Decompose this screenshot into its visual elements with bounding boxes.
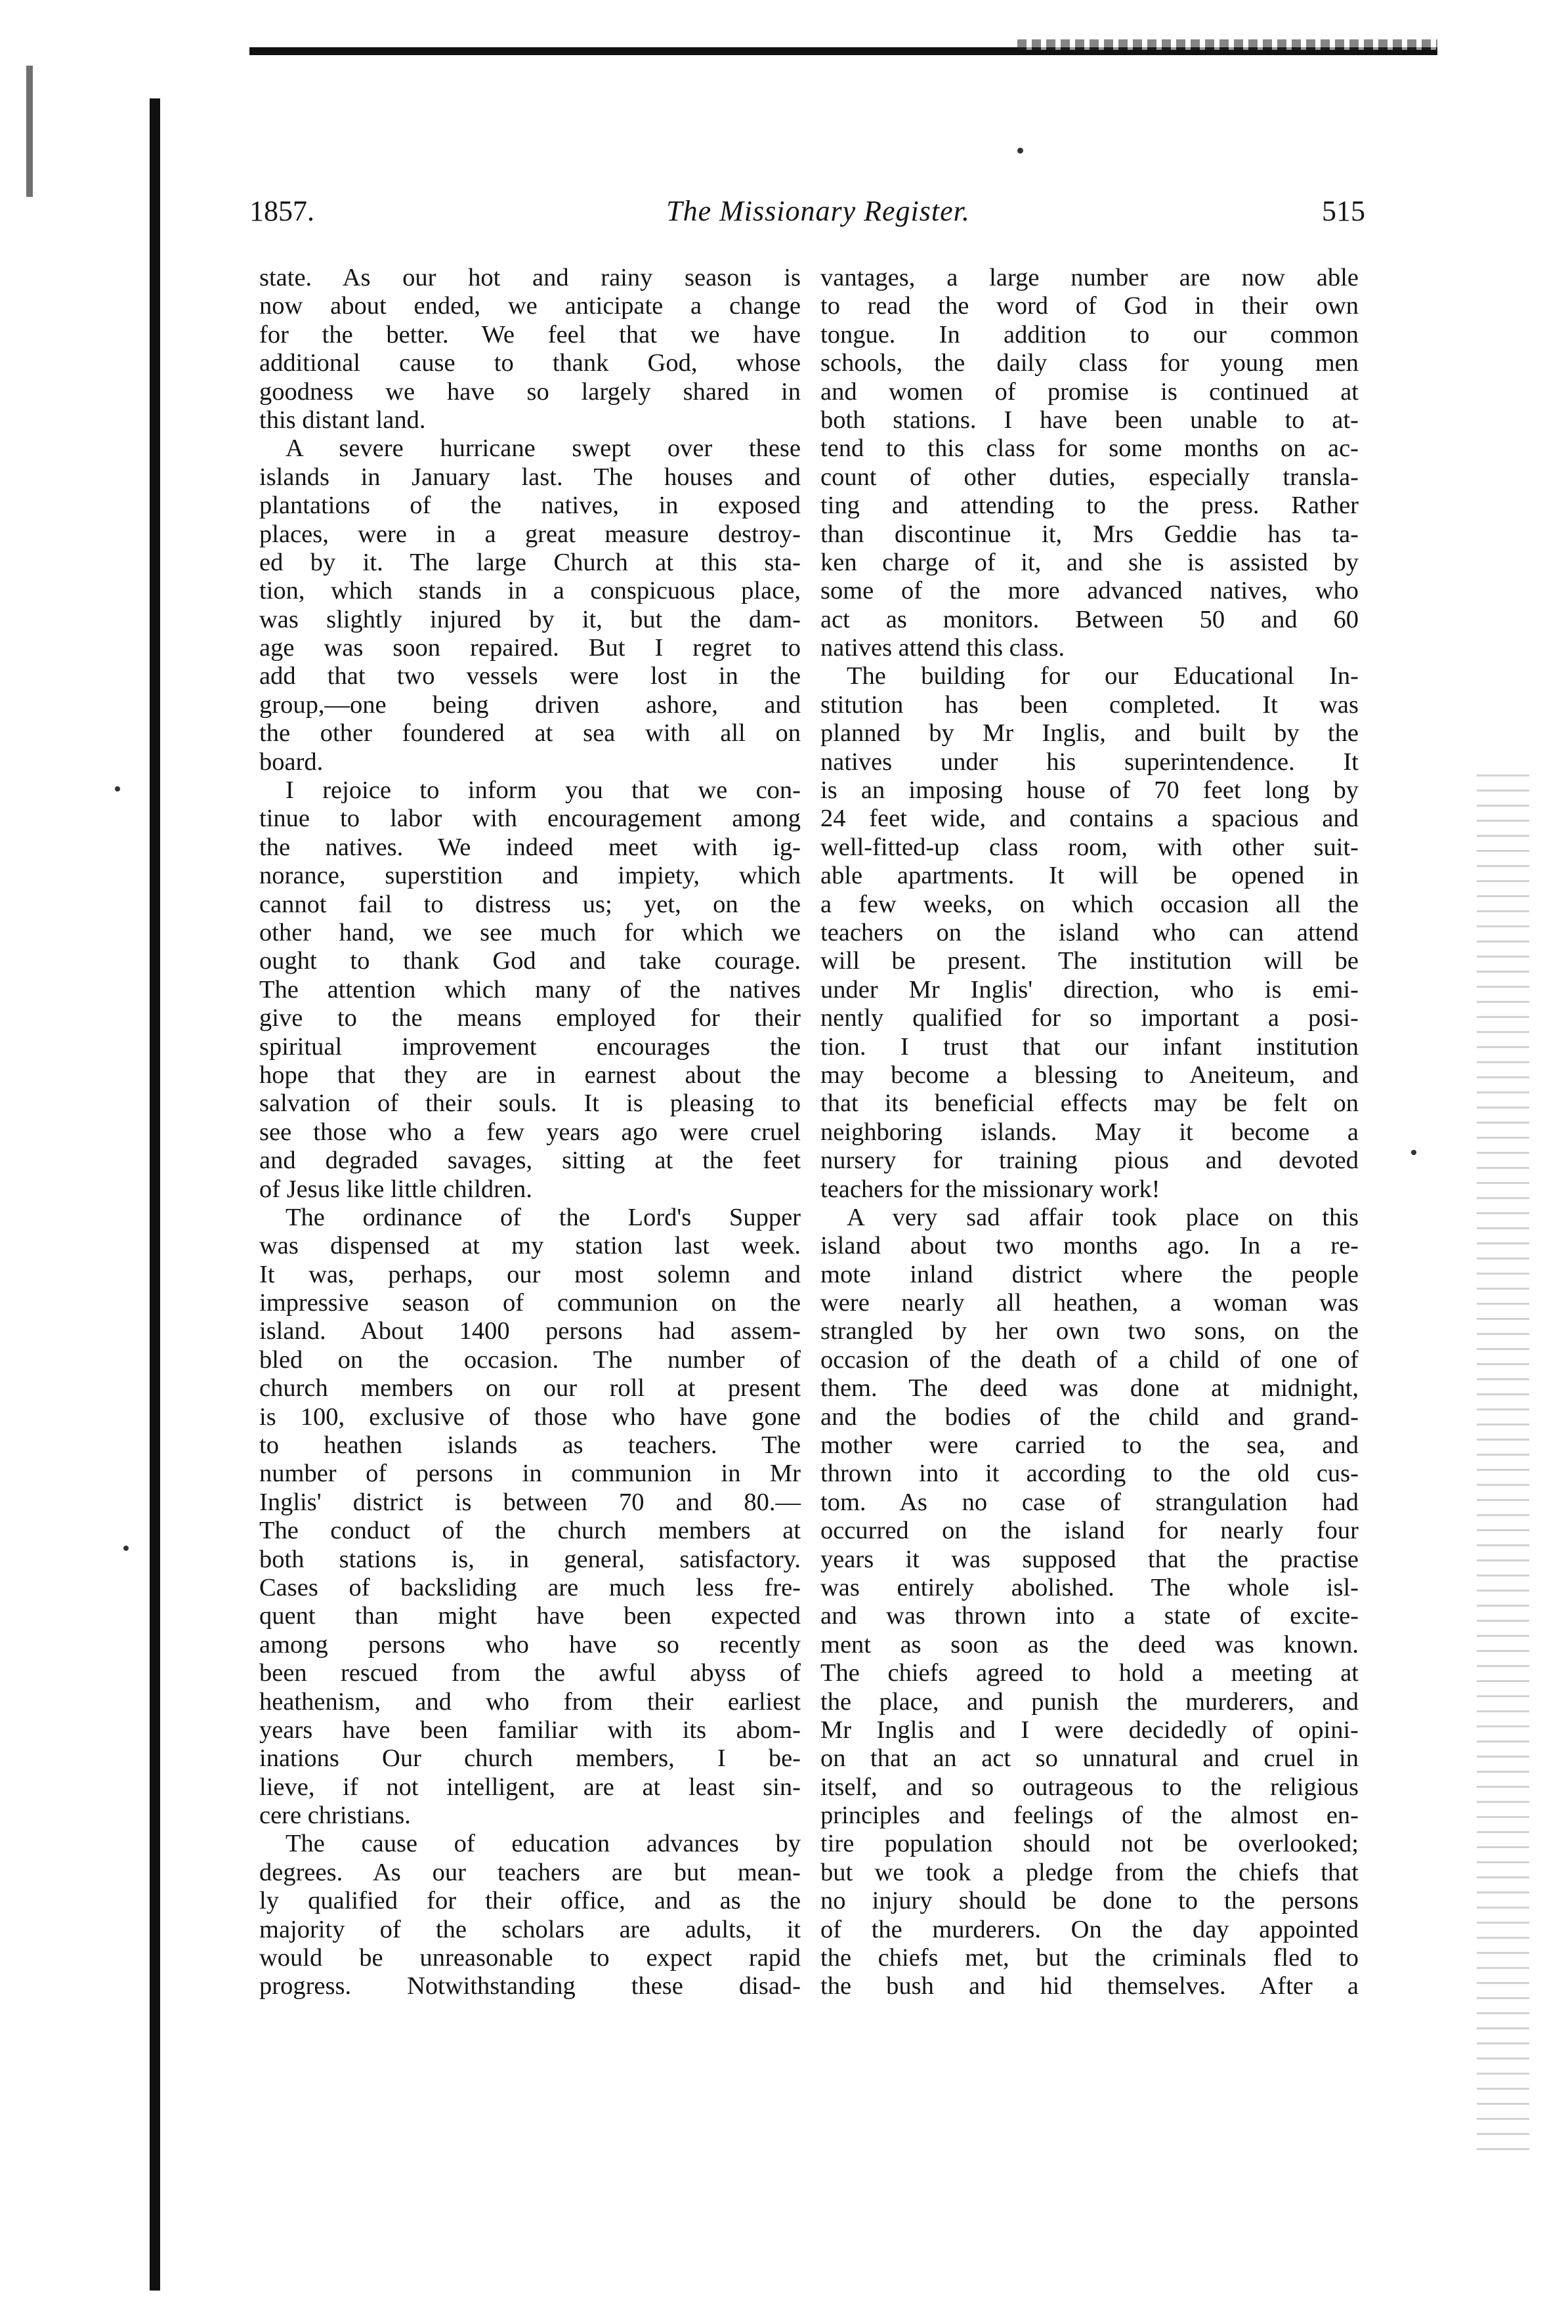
ink-speck [1411,1150,1416,1155]
text-line: Cases of backsliding are much less fre- [259,1573,801,1601]
text-line: them. The deed was done at midnight, [820,1374,1359,1403]
text-line: bled on the occasion. The number of [259,1345,801,1374]
text-line: see those who a few years ago were cruel [259,1118,801,1146]
text-line: tion. I trust that our infant institution [820,1032,1359,1061]
text-line: occasion of the death of a child of one of [820,1345,1359,1374]
text-line: been rescued from the awful abyss of [259,1659,801,1687]
text-line: itself, and so outrageous to the religious [820,1773,1359,1801]
text-line: some of the more advanced natives, who [820,577,1359,605]
journal-title: The Missionary Register. [666,195,970,227]
text-line: is an imposing house of 70 feet long by [820,776,1359,805]
text-line: age was soon repaired. But I regret to [259,634,801,662]
text-line: strangled by her own two sons, on the [820,1317,1359,1345]
text-line: norance, superstition and impiety, which [259,862,801,890]
text-line: would be unreasonable to expect rapid [259,1944,801,1972]
text-line: tom. As no case of strangulation had [820,1488,1359,1516]
text-line: and was thrown into a state of excite- [820,1602,1359,1630]
ink-speck [115,786,120,792]
top-rule-fade [1017,39,1437,50]
text-line: but we took a pledge from the chiefs that [820,1858,1359,1886]
text-line: board. [259,748,324,776]
text-line: was entirely abolished. The whole isl- [820,1573,1359,1601]
text-line: teachers on the island who can attend [820,918,1359,946]
text-line: among persons who have so recently [259,1630,801,1658]
text-line: stitution has been completed. It was [820,690,1359,719]
text-line: places, were in a great measure destroy- [259,520,801,548]
text-line: island. About 1400 persons had assem- [259,1317,801,1345]
text-line: state. As our hot and rainy season is [259,264,801,291]
text-line: to heathen islands as teachers. The [259,1431,801,1460]
running-header [249,194,1365,240]
text-line: this distant land. [259,406,426,434]
text-line: ed by it. The large Church at this sta- [259,548,801,576]
text-line: was dispensed at my station last week. [259,1232,801,1260]
text-line: than discontinue it, Mrs Geddie has ta- [820,520,1359,548]
text-line: schools, the daily class for young men [820,349,1359,377]
text-line: natives attend this class. [820,634,1065,662]
text-line: is 100, exclusive of those who have gone [259,1403,801,1431]
text-line: and degraded savages, sitting at the feet [259,1147,801,1175]
text-line: plantations of the natives, in exposed [259,492,801,520]
ink-speck [1017,148,1023,154]
text-line: add that two vessels were lost in the [259,662,801,690]
text-line: the chiefs met, but the criminals fled to [820,1944,1359,1972]
text-line: Inglis' district is between 70 and 80.— [259,1488,801,1516]
text-line: The attention which many of the natives [259,975,801,1004]
header-year: 1857. [249,195,314,227]
page-number: 515 [1321,195,1365,227]
text-line: the place, and punish the murderers, and [820,1687,1359,1716]
text-line: of the murderers. On the day appointed [820,1915,1359,1943]
text-line: majority of the scholars are adults, it [259,1915,801,1943]
text-line: years have been familiar with its abom- [259,1716,801,1744]
text-line: count of other duties, especially transla- [820,463,1359,491]
text-line: under Mr Inglis' direction, who is emi- [820,975,1359,1004]
ink-speck [123,1546,129,1551]
text-line: tion, which stands in a conspicuous place, [259,577,801,605]
text-line: degrees. As our teachers are but mean- [259,1858,801,1886]
text-line: that its beneficial effects may be felt on [820,1089,1359,1118]
text-line: nursery for training pious and devoted [820,1147,1359,1175]
text-line: Mr Inglis and I were decidedly of opini- [820,1716,1359,1744]
left-column [259,264,801,2001]
text-line: principles and feelings of the almost en- [820,1802,1359,1830]
text-line: thrown into it according to the old cus- [820,1460,1359,1488]
text-line: group,—one being driven ashore, and [259,690,801,719]
text-line: the natives. We indeed meet with ig- [259,833,801,861]
text-line: nently qualified for so important a posi- [820,1004,1359,1032]
text-line: church members on our roll at present [259,1374,801,1403]
text-line: tend to this class for some months on ac- [820,434,1359,463]
text-line: will be present. The institution will be [820,947,1359,975]
text-line: may become a blessing to Aneiteum, and [820,1061,1359,1089]
text-line: The cause of education advances by [286,1830,801,1858]
text-line: a few weeks, on which occasion all the [820,890,1359,918]
text-line: both stations is, in general, satisfactory. [259,1545,801,1573]
text-line: additional cause to thank God, whose [259,349,801,377]
text-line: and women of promise is continued at [820,377,1359,406]
scan-right-edge-noise [1477,774,1529,2153]
text-line: for the better. We feel that we have [259,320,801,349]
text-line: A severe hurricane swept over these [286,434,801,463]
text-line: inations Our church members, I be- [259,1744,801,1773]
text-line: was slightly injured by it, but the dam- [259,605,801,633]
text-line: It was, perhaps, our most solemn and [259,1260,801,1288]
text-line: planned by Mr Inglis, and built by the [820,719,1359,748]
text-line: teachers for the missionary work! [820,1175,1160,1203]
text-line: impressive season of communion on the [259,1289,801,1317]
scan-left-edge [150,98,160,2291]
text-line: well-fitted-up class room, with other suit- [820,833,1359,861]
text-line: ting and attending to the press. Rather [820,492,1359,520]
text-line: island about two months ago. In a re- [820,1232,1359,1260]
text-line: ken charge of it, and she is assisted by [820,548,1359,576]
text-line: the bush and hid themselves. After a [820,1972,1359,2000]
text-line: hope that they are in earnest about the [259,1061,801,1089]
text-line: able apartments. It will be opened in [820,862,1359,890]
text-line: tongue. In addition to our common [820,320,1359,349]
text-line: years it was supposed that the practise [820,1545,1359,1573]
text-line: and the bodies of the child and grand- [820,1403,1359,1431]
text-line: natives under his superintendence. It [820,748,1359,776]
text-line: heathenism, and who from their earliest [259,1687,801,1716]
text-line: mother were carried to the sea, and [820,1431,1359,1460]
text-line: mote inland district where the people [820,1260,1359,1288]
text-line: vantages, a large number are now able [820,264,1359,291]
text-line: were nearly all heathen, a woman was [820,1289,1359,1317]
text-line: the other foundered at sea with all on [259,719,801,748]
text-line: on that an act so unnatural and cruel in [820,1744,1359,1773]
text-line: 24 feet wide, and contains a spacious and [820,805,1359,833]
scan-left-edge-top [26,66,33,197]
text-line: I rejoice to inform you that we con- [286,776,801,805]
text-line: now about ended, we anticipate a change [259,292,801,320]
text-line: act as monitors. Between 50 and 60 [820,605,1359,633]
text-line: spiritual improvement encourages the [259,1032,801,1061]
text-line: The ordinance of the Lord's Supper [286,1203,801,1231]
text-line: quent than might have been expected [259,1602,801,1630]
text-line: A very sad affair took place on this [847,1203,1359,1231]
text-line: lieve, if not intelligent, are at least sin- [259,1773,801,1801]
text-line: islands in January last. The houses and [259,463,801,491]
text-line: cere christians. [259,1802,411,1830]
text-line: no injury should be done to the persons [820,1887,1359,1915]
text-line: ment as soon as the deed was known. [820,1630,1359,1658]
text-line: The building for our Educational In- [847,662,1359,690]
text-line: progress. Notwithstanding these disad- [259,1972,801,2000]
text-line: of Jesus like little children. [259,1175,532,1203]
text-line: The chiefs agreed to hold a meeting at [820,1659,1359,1687]
text-line: The conduct of the church members at [259,1517,801,1545]
text-line: tire population should not be overlooked; [820,1830,1359,1858]
text-line: salvation of their souls. It is pleasing to [259,1089,801,1118]
text-line: number of persons in communion in Mr [259,1460,801,1488]
text-line: ly qualified for their office, and as the [259,1887,801,1915]
text-line: neighboring islands. May it become a [820,1118,1359,1146]
text-line: tinue to labor with encouragement among [259,805,801,833]
text-line: goodness we have so largely shared in [259,377,801,406]
right-column [820,264,1359,2001]
text-line: to read the word of God in their own [820,292,1359,320]
text-line: give to the means employed for their [259,1004,801,1032]
text-line: ought to thank God and take courage. [259,947,801,975]
text-line: cannot fail to distress us; yet, on the [259,890,801,918]
text-line: other hand, we see much for which we [259,918,801,946]
text-line: occurred on the island for nearly four [820,1517,1359,1545]
text-line: both stations. I have been unable to at- [820,406,1359,434]
